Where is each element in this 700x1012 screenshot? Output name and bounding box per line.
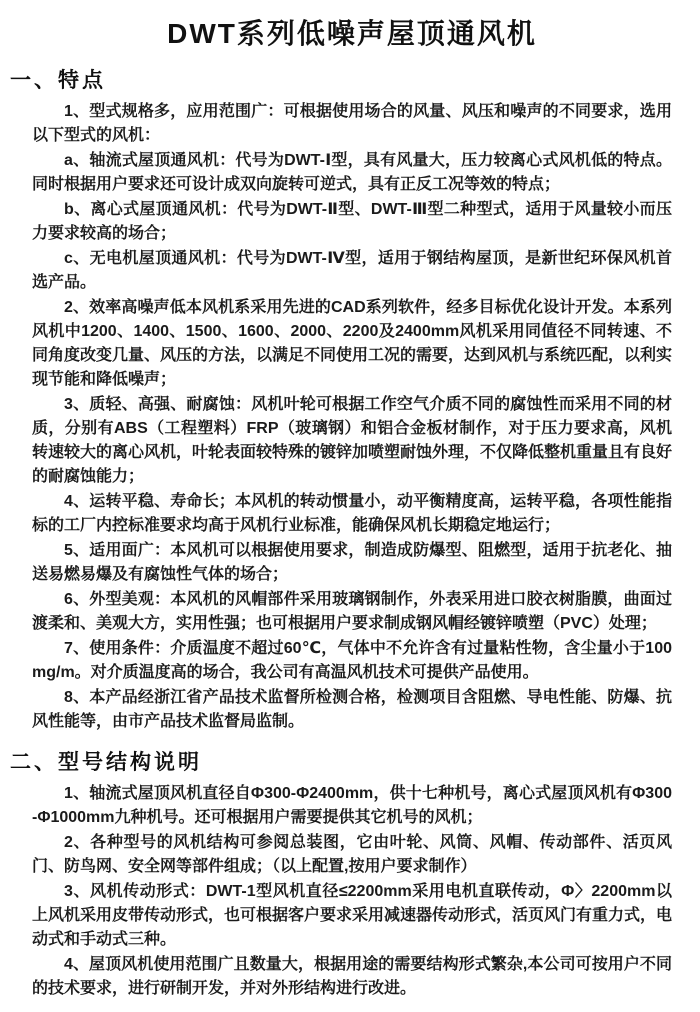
paragraph-centrifugal-fan: b、离心式屋顶通风机：代号为DWT-Ⅱ型、DWT-Ⅲ型二种型式，适用于风量较小而压力要求较高的场合； bbox=[32, 201, 672, 242]
paragraph-efficiency-noise: 2、效率高噪声低本风机系采用先进的CAD系列软件，经多目标优化设计开发。本系列风机中1200、1400、1500、1600、2000、2200及2400mm风机采用同值径不同转速、不同角度改变几量、风压的方法，以满足不同使用工况的需要，达到风机与系统匹配，以利实现节能和降低噪声； bbox=[32, 299, 673, 388]
paragraph-material-corrosion: 3、质轻、高强、耐腐蚀：风机叶轮可根据工作空气介质不同的腐蚀性而采用不同的材质，分别有ABS（工程塑料）FRP（玻璃钢）和铝合金板材制作，对于压力要求高，风机转速较大的离心风机，叶轮表面较特殊的镀锌加喷塑耐蚀外理，不仅降低整机重量且有良好的耐腐蚀能力； bbox=[32, 396, 673, 485]
paragraph-certification: 8、本产品经浙江省产品技术监督所检测合格，检测项目含阻燃、导电性能、防爆、抗风性能等，由市产品技术监督局监制。 bbox=[32, 689, 672, 730]
paragraph-axial-fan: a、轴流式屋顶通风机：代号为DWT-Ⅰ型，具有风量大，压力较离心式风机低的特点。同时根据用户要求还可设计成双向旋转可逆式，具有正反工况等效的特点； bbox=[32, 152, 672, 193]
paragraph-wide-application: 5、适用面广：本风机可以根据使用要求，制造成防爆型、阻燃型，适用于抗老化、抽送易燃易爆及有腐蚀性气体的场合； bbox=[32, 542, 672, 583]
paragraph-smooth-operation: 4、运转平稳、寿命长；本风机的转动惯量小，动平衡精度高，运转平稳，各项性能指标的工厂内控标准要求均高于风机行业标准，能确保风机长期稳定地运行； bbox=[32, 493, 672, 534]
section-features bbox=[10, 64, 673, 734]
paragraph-transmission-type: 3、风机传动形式：DWT-1型风机直径≤2200mm采用电机直联传动，Φ〉2200mm以上风机采用皮带传动形式，也可根据客户要求采用减速器传动形式，活页风门有重力式，电动式和手动式三种。 bbox=[32, 883, 673, 948]
document-title: DWT系列低噪声屋顶通风机 bbox=[167, 18, 537, 49]
paragraph-fan-components: 2、各种型号的风机结构可参阅总装图，它由叶轮、风筒、风帽、传动部件、活页风门、防鸟网、安全网等部件组成；（以上配置,按用户要求制作） bbox=[32, 834, 672, 875]
paragraph-custom-development: 4、屋顶风机使用范围广且数量大，根据用途的需要结构形式繁杂,本公司可按用户不同的技术要求，进行研制开发，并对外形结构进行改进。 bbox=[32, 956, 672, 997]
paragraph-type-variety: 1、型式规格多，应用范围广：可根据使用场合的风量、风压和噪声的不同要求，选用以下型式的风机： bbox=[32, 103, 672, 144]
paragraph-appearance: 6、外型美观：本风机的风帽部件采用玻璃钢制作，外表采用进口胶衣树脂膜，曲面过渡柔和、美观大方，实用性强；也可根据用户要求制成钢风帽经镀锌喷塑（PVC）处理； bbox=[32, 591, 672, 632]
paragraph-motorless-fan: c、无电机屋顶通风机：代号为DWT-Ⅳ型，适用于钢结构屋顶，是新世纪环保风机首选产品。 bbox=[32, 250, 672, 291]
paragraph-diameter-range: 1、轴流式屋顶风机直径自Φ300-Φ2400mm，供十七种机号，离心式屋顶风机有Φ300-Φ1000mm九种机号。还可根据用户需要提供其它机号的风机； bbox=[32, 785, 672, 826]
section-model-structure bbox=[10, 746, 673, 1001]
paragraph-usage-conditions: 7、使用条件：介质温度不超过60℃，气体中不允许含有过量粘性物，含尘量小于100mg/m。对介质温度高的场合，我公司有高温风机技术可提供产品使用。 bbox=[32, 640, 672, 681]
section-model-structure-heading: 二、型号结构说明 bbox=[10, 751, 202, 774]
section-features-heading: 一、特点 bbox=[10, 69, 106, 92]
